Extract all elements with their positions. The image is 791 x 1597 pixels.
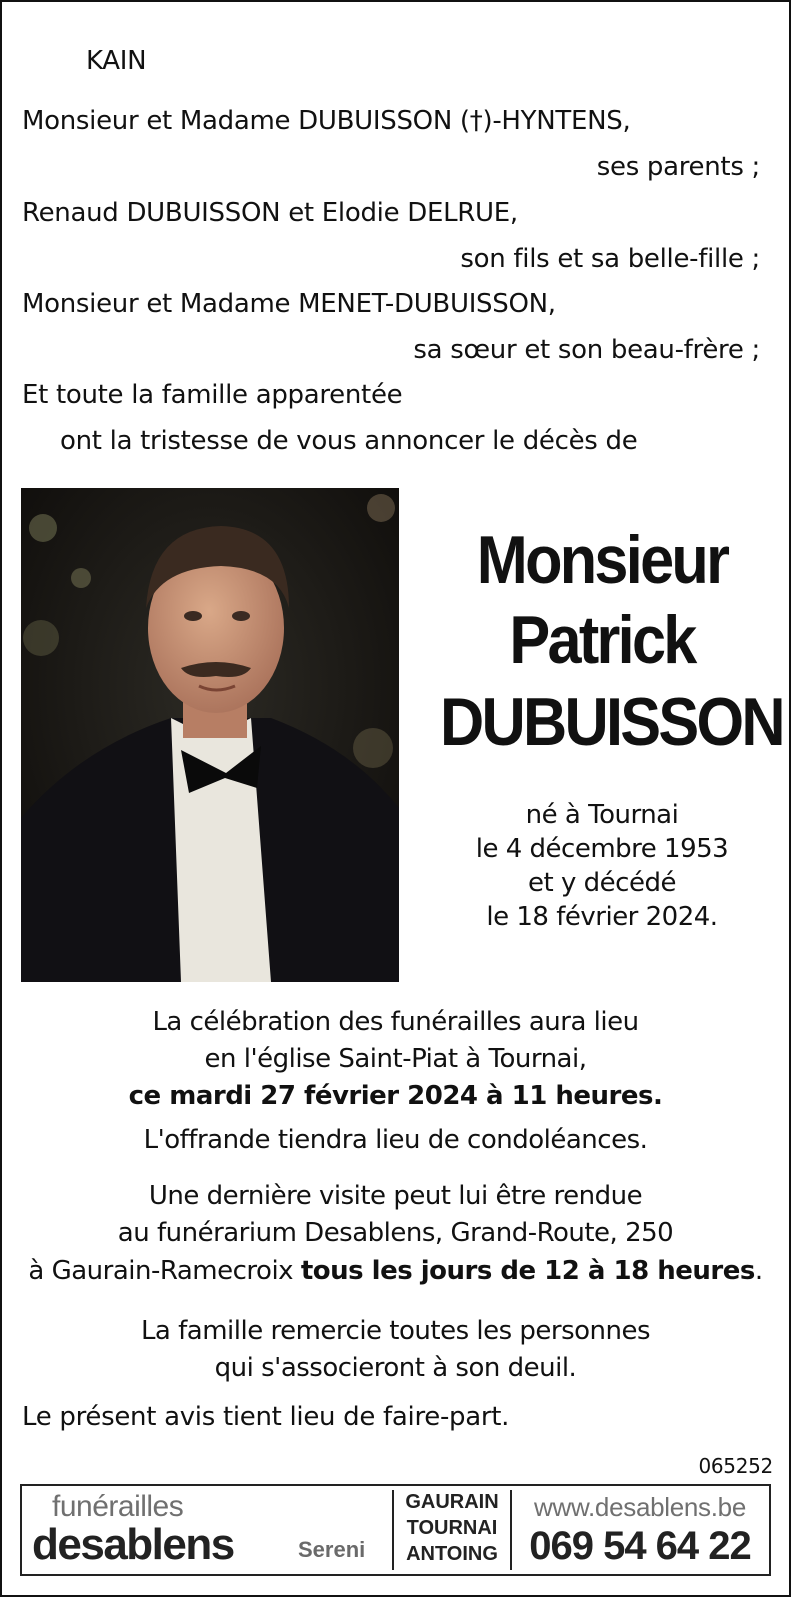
website-link[interactable]: www.desablens.be	[534, 1492, 746, 1522]
thanks-line-1: La famille remercie toutes les personnes	[140, 1316, 651, 1346]
location-antoing: ANTOING	[406, 1543, 498, 1565]
locality: KAIN	[86, 46, 147, 76]
brand-logo-text: desablens	[32, 1520, 234, 1569]
family-role-son: son fils et sa belle-fille ;	[460, 244, 760, 274]
divider	[510, 1490, 512, 1570]
brand-sub: Sereni	[298, 1537, 366, 1562]
announcement-line: ont la tristesse de vous annoncer le décès de	[60, 426, 638, 456]
visit-hours: tous les jours de 12 à 18 heures	[300, 1256, 755, 1286]
brand-tagline: funérailles	[52, 1490, 184, 1523]
visit-line-1: Une dernière visite peut lui être rendue	[148, 1181, 643, 1211]
visit-line-2: au funérarium Desablens, Grand-Route, 250	[117, 1218, 674, 1248]
birth-place: né à Tournai	[525, 800, 679, 830]
family-role-sister: sa sœur et son beau-frère ;	[413, 335, 760, 365]
family-line-son: Renaud DUBUISSON et Elodie DELRUE,	[22, 198, 518, 228]
portrait-image	[21, 488, 399, 982]
ceremony-line-2: en l'église Saint-Piat à Tournai,	[204, 1044, 587, 1074]
death-date: le 18 février 2024.	[486, 902, 718, 932]
thanks-line-2: qui s'associeront à son deuil.	[214, 1353, 577, 1383]
location-tournai: TOURNAI	[406, 1517, 498, 1539]
death-place: et y décédé	[528, 868, 676, 898]
family-line-parents: Monsieur et Madame DUBUISSON (†)-HYNTENS,	[22, 106, 631, 136]
location-gaurain: GAURAIN	[405, 1491, 499, 1513]
visit-period: .	[754, 1256, 763, 1286]
funeral-home-banner	[20, 1484, 771, 1576]
deceased-last-name: DUBUISSON	[440, 684, 783, 760]
ceremony-line-1: La célébration des funérailles aura lieu	[152, 1007, 639, 1037]
family-role-parents: ses parents ;	[596, 152, 760, 182]
reference-number: 065252	[698, 1454, 773, 1478]
visit-line-3	[2, 1255, 789, 1287]
family-line-relatives: Et toute la famille apparentée	[22, 380, 403, 410]
visit-place: à Gaurain-Ramecroix	[28, 1256, 301, 1286]
ceremony-datetime: ce mardi 27 février 2024 à 11 heures.	[128, 1081, 663, 1111]
birth-date: le 4 décembre 1953	[475, 834, 729, 864]
family-line-sister: Monsieur et Madame MENET-DUBUISSON,	[22, 289, 556, 319]
notice-line: Le présent avis tient lieu de faire-part.	[22, 1402, 510, 1432]
deceased-first-name: Patrick	[509, 602, 695, 678]
portrait-photo	[21, 488, 399, 982]
phone-number[interactable]: 069 54 64 22	[529, 1524, 751, 1568]
deceased-title: Monsieur	[476, 522, 728, 598]
offering-note: L'offrande tiendra lieu de condoléances.	[143, 1125, 648, 1155]
